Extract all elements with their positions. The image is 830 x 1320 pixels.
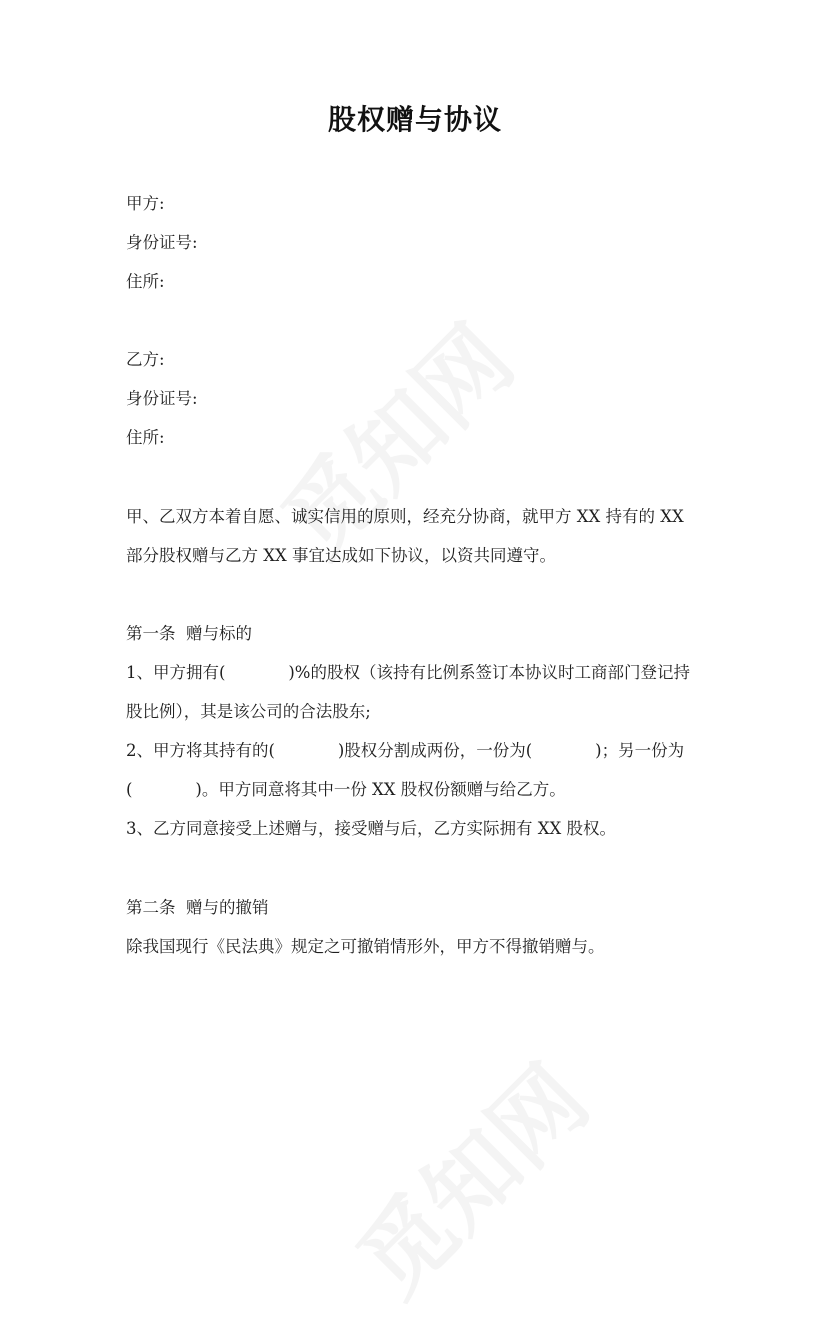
- article-2-heading: 第二条 赠与的撤销: [126, 898, 269, 917]
- party-a-label: 甲方:: [126, 194, 165, 213]
- party-a-id-label: 身份证号:: [126, 233, 198, 252]
- article-1-line-5: 3、乙方同意接受上述赠与，接受赠与后，乙方实际拥有 XX 股权。: [126, 819, 616, 838]
- party-a-address-label: 住所:: [126, 272, 165, 291]
- preamble-line-1: 甲、乙双方本着自愿、诚实信用的原则，经充分协商，就甲方 XX 持有的 XX: [126, 507, 684, 526]
- party-b-label: 乙方:: [126, 350, 165, 369]
- article-1-line-1: 1、甲方拥有( )%的股权（该持有比例系签订本协议时工商部门登记持: [126, 663, 690, 682]
- article-1-line-3: 2、甲方将其持有的( )股权分割成两份，一份为( )；另一份为: [126, 741, 685, 760]
- article-1-line-2: 股比例），其是该公司的合法股东;: [126, 702, 371, 721]
- party-b-id-label: 身份证号:: [126, 389, 198, 408]
- article-1-line-4: ( )。甲方同意将其中一份 XX 股权份额赠与给乙方。: [126, 780, 566, 799]
- watermark: [249, 292, 538, 581]
- article-2-line-1: 除我国现行《民法典》规定之可撤销情形外，甲方不得撤销赠与。: [126, 937, 605, 956]
- watermark-bottom: [324, 1032, 613, 1320]
- document-title: 股权赠与协议: [327, 103, 502, 136]
- party-b-address-label: 住所:: [126, 428, 165, 447]
- preamble-line-2: 部分股权赠与乙方 XX 事宜达成如下协议，以资共同遵守。: [126, 546, 556, 565]
- article-1-heading: 第一条 赠与标的: [126, 624, 252, 643]
